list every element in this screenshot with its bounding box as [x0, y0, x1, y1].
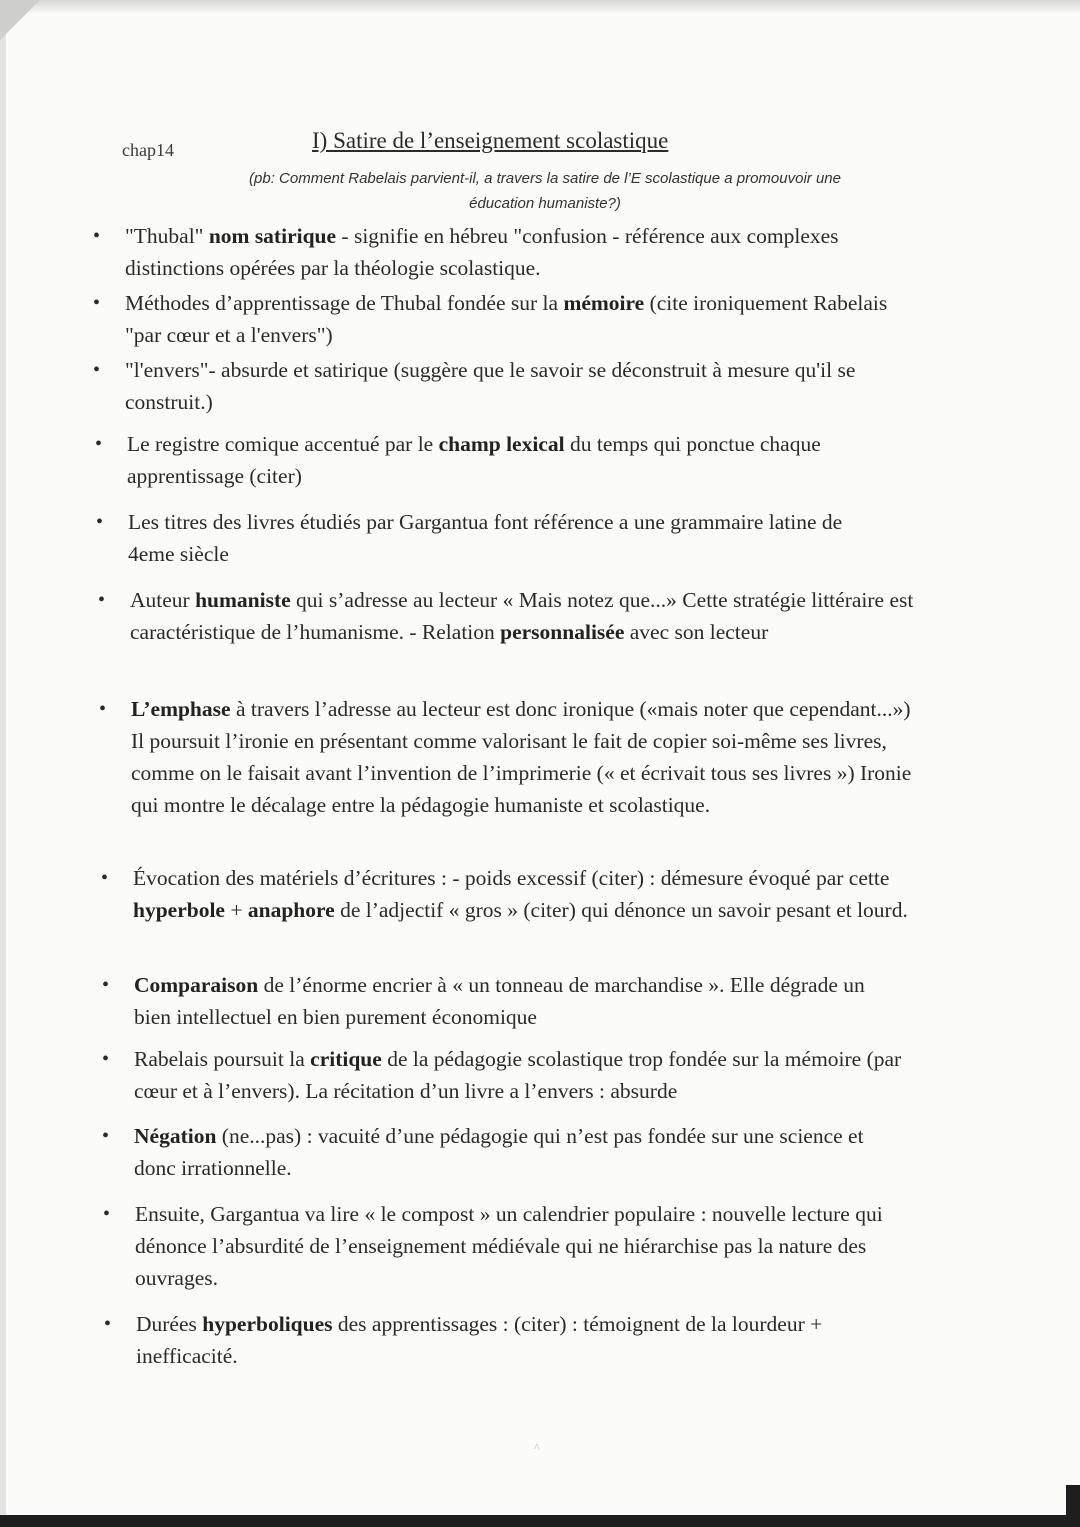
bullet-icon: • [102, 1048, 110, 1070]
bullet-icon: • [101, 867, 109, 889]
bullet-icon: • [103, 1203, 111, 1225]
list-item: • L’emphase à travers l’adresse au lecteur est donc ironique («mais noter que cependant...») Il poursuit l’ironie en présentant comme valorisant le fait de copier soi-même ses livres, comme on le faisait avant l’invention de l’imprimerie (« et écrivait tous ses livres ») Ironie qui montre le décalage entre la pédagogie humaniste et scolastique. [131, 693, 921, 821]
list-item: • Rabelais poursuit la critique de la pédagogie scolastique trop fondée sur la mémoire (par cœur et à l’envers). La récitation d’un livre a l’envers : absurde [134, 1043, 924, 1107]
list-item: • Négation (ne...pas) : vacuité d’une pédagogie qui n’est pas fondée sur une science et donc irrationnelle. [134, 1120, 904, 1184]
list-item: • Évocation des matériels d’écritures : - poids excessif (citer) : démesure évoqué par cette hyperbole + anaphore de l’adjectif « gros » (citer) qui dénonce un savoir pesant et lourd. [133, 862, 923, 926]
list-item: • Ensuite, Gargantua va lire « le compost » un calendrier populaire : nouvelle lecture qui dénonce l’absurdité de l’enseignement médiévale qui ne hiérarchise pas la nature des ouvrages. [135, 1198, 935, 1294]
list-item: • Durées hyperboliques des apprentissages : (citer) : témoignent de la lourdeur + inefficacité. [136, 1308, 926, 1372]
bullet-icon: • [93, 225, 101, 247]
problem-statement [180, 166, 910, 216]
bullet-icon: • [98, 589, 106, 611]
bullet-icon: • [102, 1125, 110, 1147]
list-item: • Le registre comique accentué par le champ lexical du temps qui ponctue chaque apprentissage (citer) [127, 428, 887, 492]
page-corner-fold [0, 0, 40, 40]
list-item: • Méthodes d’apprentissage de Thubal fondée sur la mémoire (cite ironiquement Rabelais "par cœur et a l'envers") [125, 287, 925, 351]
problem-statement-line1: (pb: Comment Rabelais parvient-il, a travers la satire de l’E scolastique a promouvoir une [249, 170, 841, 187]
bullet-icon: • [102, 974, 110, 996]
scan-edge-top [0, 0, 1080, 14]
bullet-icon: • [104, 1313, 112, 1335]
page-mark: ^ [534, 1440, 540, 1454]
bullet-icon: • [96, 511, 104, 533]
problem-statement-line2: éducation humaniste?) [469, 195, 621, 212]
bullet-icon: • [95, 433, 103, 455]
list-item: • "l'envers"- absurde et satirique (suggère que le savoir se déconstruit à mesure qu'il se construit.) [125, 354, 915, 418]
list-item: • Auteur humaniste qui s’adresse au lecteur « Mais notez que...» Cette stratégie littéraire est caractéristique de l’humanisme. - Relation personnalisée avec son lecteur [130, 584, 930, 648]
scan-edge-bottom [0, 1515, 1080, 1527]
bullet-icon: • [93, 359, 101, 381]
list-item: • Comparaison de l’énorme encrier à « un tonneau de marchandise ». Elle dégrade un bien intellectuel en bien purement économique [134, 969, 894, 1033]
list-item: • "Thubal" nom satirique - signifie en hébreu "confusion - référence aux complexes distinctions opérées par la théologie scolastique. [125, 220, 885, 284]
list-item: • Les titres des livres étudiés par Gargantua font référence a une grammaire latine de 4eme siècle [128, 506, 888, 570]
chapter-label: chap14 [122, 140, 174, 160]
bullet-icon: • [99, 698, 107, 720]
bullet-icon: • [93, 292, 101, 314]
scan-edge-right [1066, 1485, 1080, 1527]
scan-edge-left [0, 0, 6, 1527]
section-title: I) Satire de l’enseignement scolastique [312, 128, 669, 153]
